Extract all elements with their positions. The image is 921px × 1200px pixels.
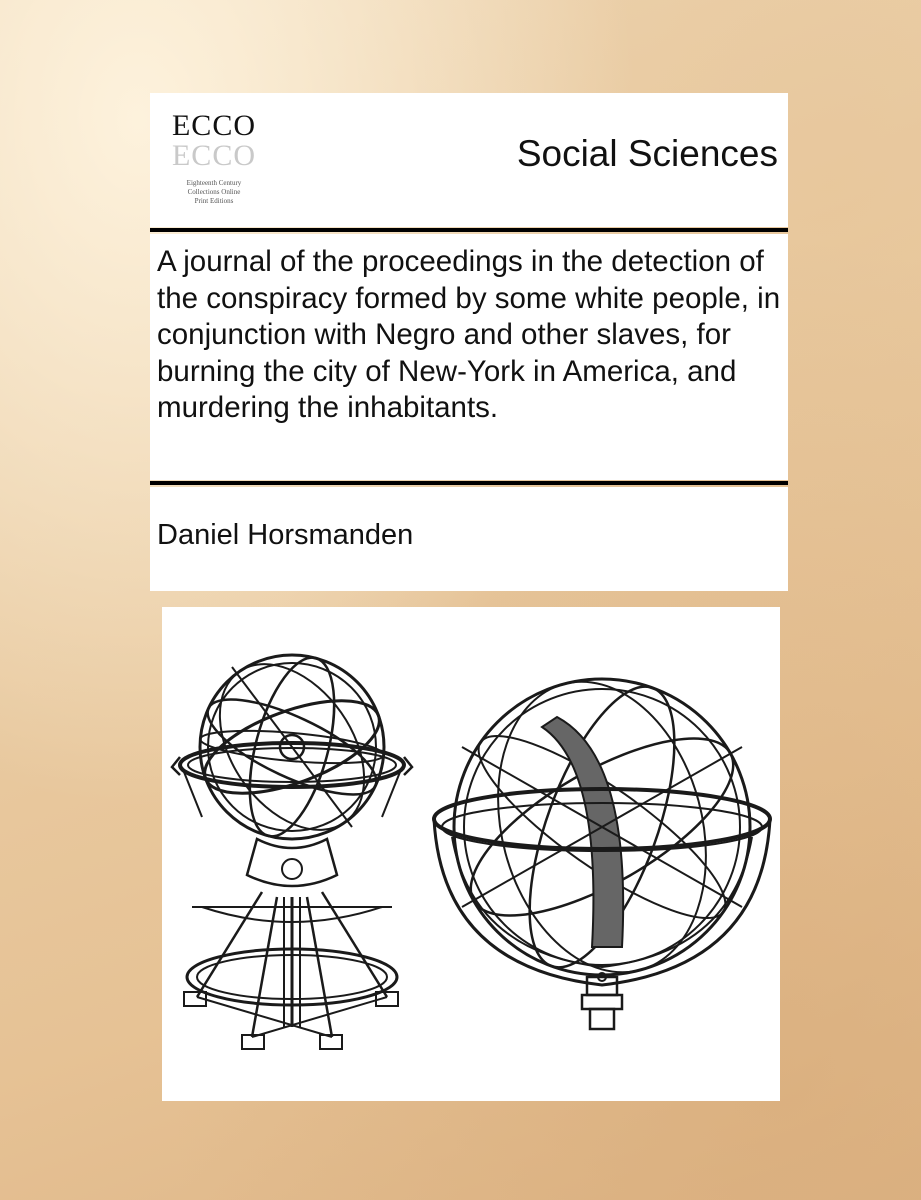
title-panel [150, 234, 788, 480]
series-label: Social Sciences [516, 133, 778, 174]
right-armillary-sphere [434, 658, 770, 1029]
logo-letters: ECCO [171, 109, 256, 142]
armillary-spheres-illustration [162, 607, 780, 1101]
divider-middle [150, 481, 788, 485]
divider-top [150, 228, 788, 232]
ecco-logo [168, 109, 260, 209]
book-title: A journal of the proceedings in the detection of the conspiracy formed by some white people, in conjunction with Negro and other slaves, for burning the city of New-York in America, and murdering the inhabitants. [157, 245, 781, 424]
author-panel [150, 487, 788, 591]
logo-tagline-2: Collections Online [187, 188, 241, 196]
header-panel [150, 93, 788, 227]
author-name: Daniel Horsmanden [157, 519, 414, 551]
logo-tagline-3: Print Editions [194, 197, 234, 205]
logo-letters-reflection: ECCO [171, 139, 256, 172]
logo-tagline-1: Eighteenth Century [186, 179, 242, 187]
cover-illustration-panel [162, 607, 780, 1101]
left-armillary-sphere [172, 637, 412, 1049]
